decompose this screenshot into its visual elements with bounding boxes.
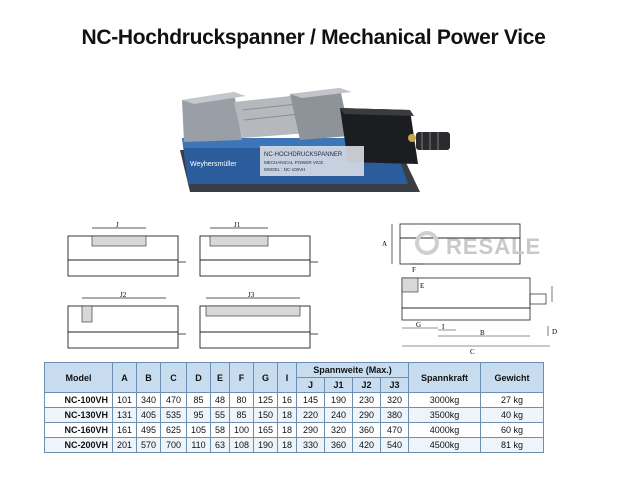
cell: 625 <box>161 423 187 438</box>
cell: 320 <box>381 393 409 408</box>
cell: 540 <box>381 438 409 453</box>
cell: 60 kg <box>481 423 544 438</box>
cell: 150 <box>254 408 278 423</box>
header-F: F <box>230 363 254 393</box>
header-G: G <box>254 363 278 393</box>
cell: 95 <box>187 408 211 423</box>
watermark-gear-icon <box>412 228 442 258</box>
cell: 105 <box>187 423 211 438</box>
cell: 4000kg <box>409 423 481 438</box>
cell: 360 <box>325 438 353 453</box>
dim-G-label: G <box>416 321 422 329</box>
table-row <box>45 423 544 438</box>
header-D: D <box>187 363 211 393</box>
cell: 700 <box>161 438 187 453</box>
cell: 16 <box>278 393 297 408</box>
header-model: Model <box>45 363 113 393</box>
cell: 3500kg <box>409 408 481 423</box>
cell: 320 <box>325 423 353 438</box>
cell: 85 <box>187 393 211 408</box>
cell: 161 <box>113 423 137 438</box>
cell: 495 <box>137 423 161 438</box>
table-row <box>45 393 544 408</box>
header-A: A <box>113 363 137 393</box>
drawing-1-label: J <box>116 222 119 229</box>
dim-B-label: B <box>480 329 485 337</box>
cell-model: NC-200VH <box>45 438 113 453</box>
header-J2: J2 <box>353 378 381 393</box>
cell: 230 <box>353 393 381 408</box>
cell: 48 <box>211 393 230 408</box>
cell: 145 <box>297 393 325 408</box>
photo-plate-line3: MODEL : NC-100VH <box>264 167 306 172</box>
cell: 63 <box>211 438 230 453</box>
cell: 18 <box>278 438 297 453</box>
cell: 380 <box>381 408 409 423</box>
cell: 340 <box>137 393 161 408</box>
cell: 405 <box>137 408 161 423</box>
dim-A-label: A <box>382 240 388 248</box>
cell: 40 kg <box>481 408 544 423</box>
table-row <box>45 408 544 423</box>
cell: 420 <box>353 438 381 453</box>
cell: 360 <box>353 423 381 438</box>
header-J1: J1 <box>325 378 353 393</box>
cell: 201 <box>113 438 137 453</box>
cell: 85 <box>230 408 254 423</box>
header-C: C <box>161 363 187 393</box>
cell: 470 <box>161 393 187 408</box>
cell: 125 <box>254 393 278 408</box>
dim-D-label: D <box>552 328 558 336</box>
photo-plate-line1: NC-HOCHDRUCKSPANNER <box>264 152 343 158</box>
table-row <box>45 438 544 453</box>
cell: 110 <box>187 438 211 453</box>
cell: 190 <box>254 438 278 453</box>
cell: 290 <box>297 423 325 438</box>
cell: 165 <box>254 423 278 438</box>
header-J3: J3 <box>381 378 409 393</box>
cell: 535 <box>161 408 187 423</box>
cell: 4500kg <box>409 438 481 453</box>
cell: 100 <box>230 423 254 438</box>
cell: 470 <box>381 423 409 438</box>
cell-model: NC-100VH <box>45 393 113 408</box>
dim-C-label: C <box>470 348 475 356</box>
header-B: B <box>137 363 161 393</box>
vice-photo <box>160 80 460 200</box>
cell: 108 <box>230 438 254 453</box>
cell: 3000kg <box>409 393 481 408</box>
drawing-jaw-config-1 <box>62 222 186 280</box>
drawing-4-label: J3 <box>248 291 255 299</box>
dim-I-label: I <box>442 323 445 331</box>
cell: 27 kg <box>481 393 544 408</box>
drawing-jaw-config-3 <box>62 290 186 352</box>
cell: 570 <box>137 438 161 453</box>
cell-model: NC-130VH <box>45 408 113 423</box>
drawing-3-label: J2 <box>120 291 127 299</box>
cell: 190 <box>325 393 353 408</box>
header-I: I <box>278 363 297 393</box>
header-spannkraft: Spannkraft <box>409 363 481 393</box>
photo-plate-line2: MECHANICAL POWER VICE <box>264 160 324 165</box>
photo-brand: Weyhersmüller <box>190 161 237 168</box>
drawing-jaw-config-4 <box>196 290 320 352</box>
cell: 80 <box>230 393 254 408</box>
cell: 131 <box>113 408 137 423</box>
cell: 101 <box>113 393 137 408</box>
header-J: J <box>297 378 325 393</box>
cell-model: NC-160VH <box>45 423 113 438</box>
cell: 58 <box>211 423 230 438</box>
drawing-2-label: J1 <box>234 222 241 229</box>
header-E: E <box>211 363 230 393</box>
header-gewicht: Gewicht <box>481 363 544 393</box>
cell: 290 <box>353 408 381 423</box>
cell: 330 <box>297 438 325 453</box>
cell: 18 <box>278 423 297 438</box>
dim-F-label: F <box>412 266 416 274</box>
header-spannweite: Spannweite (Max.) <box>297 363 409 378</box>
cell: 81 kg <box>481 438 544 453</box>
drawing-jaw-config-2 <box>196 222 320 280</box>
page-title: NC-Hochdruckspanner / Mechanical Power Vice <box>81 26 546 49</box>
cell: 18 <box>278 408 297 423</box>
watermark: RESALE <box>446 234 542 259</box>
cell: 55 <box>211 408 230 423</box>
cell: 220 <box>297 408 325 423</box>
cell: 240 <box>325 408 353 423</box>
dim-E-label: E <box>420 282 425 290</box>
spec-table <box>44 362 544 453</box>
